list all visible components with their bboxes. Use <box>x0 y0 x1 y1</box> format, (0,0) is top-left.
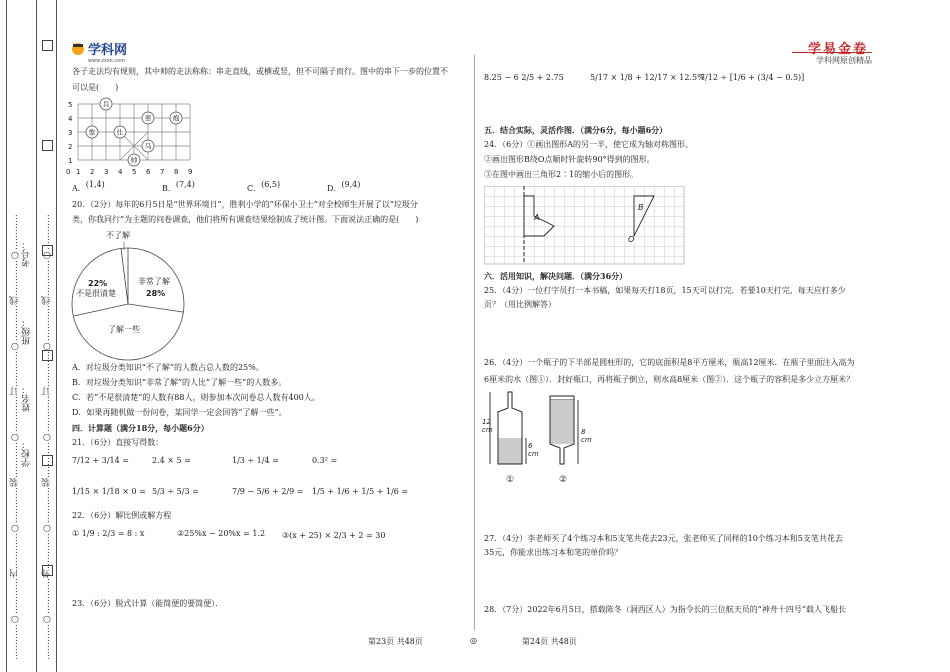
class-label: 班级： <box>22 318 32 345</box>
binding-strip <box>0 0 58 672</box>
calc-item: 7/12 ÷ [1/6 + (3/4 − 0.5)] <box>700 73 805 82</box>
right-page-number: 第24页 共48页 <box>522 637 577 646</box>
brand-title: 学易金卷 <box>807 42 868 57</box>
figure-2-label: ② <box>559 475 568 485</box>
binding-line <box>36 0 37 672</box>
q20-option-c[interactable]: C．若“不是很清楚”的人数有88人，则参加本次问卷总人数有400人。 <box>72 393 320 402</box>
q19-text-1: 各子走法均有规则，其中帅的走法称称：串走直线，或横或竖，但不可隔子而行。图中的串下一步的位置不 <box>72 67 448 76</box>
q22-item-3: ③(x + 25) × 2/3 + 2 = 30 <box>282 531 386 540</box>
q20-option-b[interactable]: B．对垃圾分类知识“非常了解”的人比“了解一些”的人数多。 <box>72 378 287 387</box>
brand-divider <box>792 52 872 53</box>
col-label: 1 <box>76 168 81 176</box>
q26-text-1: 26．（4分）一个瓶子的下半部是圆柱形的，它的底面积是8平方厘米，瓶高12厘米．在瓶子里面注入高为 <box>484 358 855 367</box>
row-label: 5 <box>68 101 73 109</box>
dim-8: 8 <box>581 428 586 436</box>
q21-item: 2.4 × 5 = <box>152 456 191 465</box>
q21-item: 7/12 + 3/14 = <box>72 456 129 465</box>
shape-b-label: B <box>638 203 644 212</box>
shape-a-label: A <box>534 213 540 222</box>
piece-che: 車 <box>144 114 152 123</box>
pie-label-liaojie-yixie: 了解一些 <box>108 325 140 334</box>
graph-grid <box>484 186 688 266</box>
q21-item: 0.3² = <box>312 456 338 465</box>
q21-item: 1/3 ÷ 1/4 = <box>232 456 279 465</box>
exam-number-label: 考号： <box>22 240 32 267</box>
q20-option-d[interactable]: D．如果再随机做一份问卷，某同学一定会回答“了解一些”。 <box>72 408 287 417</box>
chess-board <box>64 96 204 178</box>
brand-subtitle: 学科网原创精品 <box>816 56 872 65</box>
piece-pao: 炮 <box>172 114 180 123</box>
q19-option-c[interactable]: C．(6,5) <box>247 180 281 193</box>
dim-12-unit: cm <box>482 426 493 434</box>
q19-text-2: 可以是( ) <box>72 83 119 92</box>
bottle-figure <box>482 388 612 488</box>
col-label: 6 <box>146 168 151 176</box>
col-label: 9 <box>188 168 193 176</box>
logo-icon <box>70 40 140 64</box>
school-label: 学校： <box>22 440 32 467</box>
binding-line <box>6 0 7 672</box>
q20-text-2: 类，你我同行”为主题的问卷调查，他们将所有调查结果绘制成了统计图。下面说法正确的是( ) <box>72 215 419 224</box>
q22-title: 22．（6分）解比例或解方程 <box>72 511 172 520</box>
pie-label-feichang: 非常了解 <box>138 277 170 286</box>
pie-label-28: 28% <box>146 289 166 298</box>
zxxk-logo <box>70 40 140 64</box>
column-divider <box>474 55 475 630</box>
binding-line <box>56 0 57 672</box>
col-label: 8 <box>174 168 179 176</box>
pie-label-bu-qingchu: 不是很清楚 <box>76 289 116 298</box>
piece-bing: 兵 <box>102 100 110 109</box>
q20-option-a[interactable]: A．对垃圾分类知识“不了解”的人数占总人数的25%。 <box>72 363 264 372</box>
col-label: 4 <box>118 168 123 176</box>
piece-shi: 仕 <box>116 128 124 137</box>
pie-label-bu-liaojie: 不了解 <box>106 231 130 240</box>
piece-xiang: 象 <box>88 128 96 137</box>
q21-item: 1/15 × 1/18 × 0 = <box>72 487 146 496</box>
q27-text-2: 35元，你能求出练习本和笔的单价吗？ <box>484 548 623 557</box>
figure-1-label: ① <box>506 475 515 485</box>
inner-binding-label: …………○…………内…………○…………装…………○…………订…………○…………线…………○………… <box>10 214 20 660</box>
q19-option-d[interactable]: D．(9,4) <box>327 180 361 193</box>
q21-title: 21．（6分）直接写得数： <box>72 438 164 447</box>
q21-item: 7/9 − 5/6 + 2/9 = <box>232 487 304 496</box>
section-5-title: 五．结合实际，灵活作图．（满分6分，每小题6分） <box>484 125 668 135</box>
row-label: 4 <box>68 115 73 123</box>
point-o-label: O <box>628 235 635 244</box>
name-label: 姓名： <box>22 385 32 412</box>
piece-shuai: 帅 <box>130 156 138 165</box>
q22-item-2: ②25%x − 20%x = 1.2 <box>177 529 266 538</box>
q19-option-a[interactable]: A．(1,4) <box>72 180 105 193</box>
q26-text-2: 6厘米的水（图①）．封好瓶口，再将瓶子倒立，则水高8厘米（图②）．这个瓶子的容积是多少立方厘米？ <box>484 375 855 384</box>
svg-text:www.zxxk.com: www.zxxk.com <box>88 58 126 64</box>
dim-12: 12 <box>482 418 491 426</box>
q25-text-2: 页？（用比例解答） <box>484 300 556 309</box>
col-label: 7 <box>160 168 165 176</box>
dim-6-unit: cm <box>528 450 539 458</box>
q23-title: 23．（6分）脱式计算（能简便的要简便）． <box>72 599 224 608</box>
q24-text-2: ②画出图形B绕O点顺时针旋转90°得到的图形。 <box>484 155 655 164</box>
col-label: 2 <box>90 168 95 176</box>
q24-text-3: ③在图中画出三角形2∶1的缩小后的图形。 <box>484 170 639 179</box>
col-label: 0 <box>66 168 71 176</box>
col-label: 5 <box>132 168 137 176</box>
q21-item: 5/3 ÷ 5/3 = <box>152 487 199 496</box>
q19-option-b[interactable]: B．(7,4) <box>162 180 195 193</box>
section-4-title: 四．计算题（满分18分，每小题6分） <box>72 423 209 433</box>
row-label: 1 <box>68 157 73 165</box>
q20-text-1: 20．（2分）每年的6月5日是“世界环境日”，胜利小学的“环保小卫士”对全校师生开展了以“垃圾分 <box>72 200 418 209</box>
calc-item: 5/17 × 1/8 + 12/17 × 12.5% <box>590 73 705 82</box>
q28-text-1: 28．（7分）2022年6月5日，搭载陈冬（洞西区人）为指令长的三位航天员的“神舟十四号”载人飞船长 <box>484 605 846 614</box>
section-6-title: 六．活用知识，解决问题．（满分36分） <box>484 271 628 281</box>
pie-label-22: 22% <box>88 279 108 288</box>
q25-text-1: 25．（4分）一位打字员打一本书稿，如果每天打18页，15天可以打完．若要10天打完，每天应打多少 <box>484 286 846 295</box>
left-page-number: 第23页 共48页 <box>368 637 423 646</box>
dim-8-unit: cm <box>581 436 592 444</box>
q21-item: 1/5 + 1/6 + 1/5 + 1/6 = <box>312 487 409 496</box>
q27-text-1: 27．（4分）李老师买了4个练习本和5支笔共花去23元，张老师买了同样的10个练习本和5支笔共花去 <box>484 534 843 543</box>
calc-item: 8.25 − 6 2/5 + 2.75 <box>484 73 564 82</box>
row-label: 3 <box>68 129 73 137</box>
row-label: 2 <box>68 143 73 151</box>
col-label: 3 <box>104 168 109 176</box>
svg-text:学科网: 学科网 <box>88 43 128 58</box>
q24-text-1: 24．（6分）①画出图形A的另一半，使它成为轴对称图形。 <box>484 140 694 149</box>
outer-binding-label: …………○…………外…………○…………装…………○…………订…………○…………线…………○………… <box>42 214 52 660</box>
page-center-mark: ◎ <box>470 636 477 645</box>
pie-chart <box>66 226 196 366</box>
piece-ma: 马 <box>144 142 152 151</box>
dim-6: 6 <box>528 442 533 450</box>
q22-item-1: ① 1/9 : 2/3 = 8 : x <box>72 529 145 538</box>
